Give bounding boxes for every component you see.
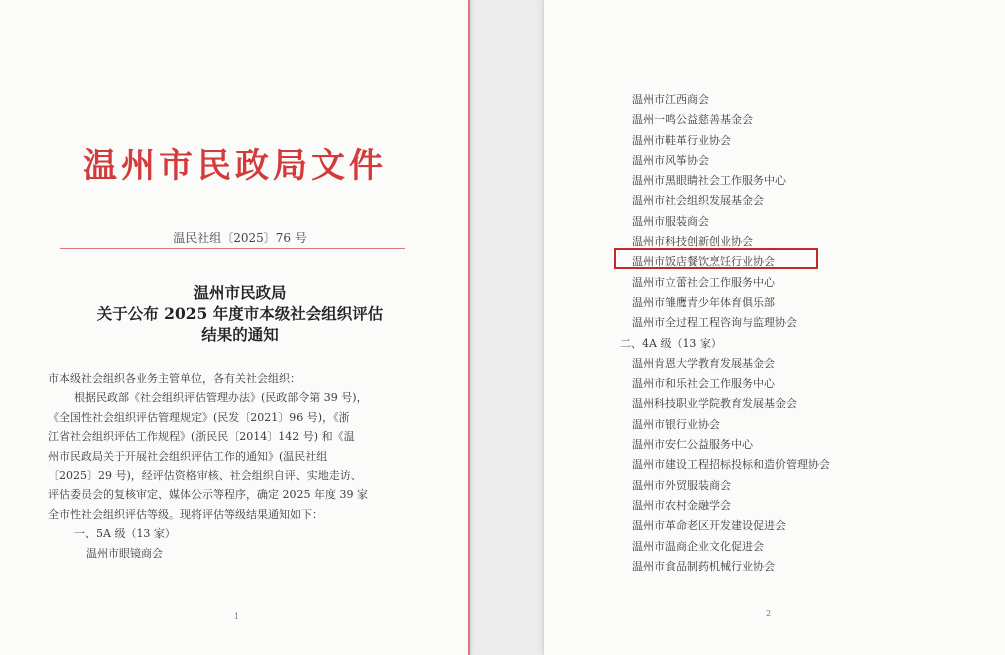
list-item: 温州市科技创新创业协会: [632, 235, 753, 249]
list-item: 温州市建设工程招标投标和造价管理协会: [632, 458, 830, 472]
page-number: 2: [766, 609, 772, 618]
paragraph-line: 江省社会组织评估工作规程》(浙民民〔2014〕142 号) 和《温: [48, 430, 355, 444]
list-item: 温州市立蕾社会工作服务中心: [632, 275, 775, 289]
list-item: 温州市农村金融学会: [632, 498, 731, 512]
list-item: 温州市银行业协会: [632, 417, 720, 431]
list-item: 温州市安仁公益服务中心: [632, 438, 753, 452]
list-item: 温州市和乐社会工作服务中心: [632, 377, 775, 391]
paragraph-line: 评估委员会的复核审定、媒体公示等程序，确定 2025 年度 39 家: [48, 488, 368, 502]
paragraph-line: 根据民政部《社会组织评估管理办法》(民政部令第 39 号)，: [74, 391, 368, 405]
section-heading-5a: 一、5A 级（13 家）: [74, 527, 176, 541]
organization-list: [620, 90, 972, 577]
red-divider-line: [60, 248, 405, 249]
list-item: 温州市黑眼睛社会工作服务中心: [632, 174, 786, 188]
paragraph-line: 《全国性社会组织评估管理规定》(民发〔2021〕96 号)，《浙: [48, 410, 350, 424]
book-gutter: [472, 0, 543, 655]
document-title: [40, 282, 440, 345]
paragraph-line: 〔2025〕29 号)，经评估资格审核、社会组织自评、实地走访、: [48, 468, 362, 482]
list-item: 温州市服装商会: [632, 214, 709, 228]
list-item: 温州市革命老区开发建设促进会: [632, 519, 786, 533]
salutation: 市本级社会组织各业务主管单位，各有关社会组织：: [48, 372, 301, 385]
list-item: 温州市食品制药机械行业协会: [632, 559, 775, 573]
list-item: 温州市鞋革行业协会: [632, 133, 731, 147]
list-item: 温州市外贸服装商会: [632, 478, 731, 492]
document-red-header: 温州市民政局文件: [83, 146, 387, 186]
list-item: 温州市风筝协会: [632, 153, 709, 167]
list-item: 温州一鸣公益慈善基金会: [632, 113, 753, 127]
list-item: 温州市雏鹰青少年体育俱乐部: [632, 295, 775, 309]
list-item: 温州肯恩大学教育发展基金会: [632, 356, 775, 370]
list-item: 温州市社会组织发展基金会: [632, 194, 764, 208]
paragraph-line: 全市性社会组织评估等级。现将评估等级结果通知如下：: [48, 507, 323, 521]
document-number: 温民社组〔2025〕76 号: [173, 231, 307, 245]
red-highlight-box: [614, 248, 818, 269]
page-number: 1: [234, 612, 240, 621]
document-body: [48, 369, 418, 563]
list-item: 温州科技职业学院教育发展基金会: [632, 397, 797, 411]
list-item-highlighted: 温州市饭店餐饮烹饪行业协会: [632, 255, 775, 269]
title-line: 温州市民政局: [193, 283, 287, 302]
list-item: 温州市眼镜商会: [86, 546, 163, 560]
title-line: 关于公布 2025 年度市本级社会组织评估: [96, 304, 384, 323]
list-item: 温州市全过程工程咨询与监理协会: [632, 316, 797, 330]
paragraph-line: 州市民政局关于开展社会组织评估工作的通知》(温民社组: [48, 449, 328, 463]
list-item: 温州市温商企业文化促进会: [632, 539, 764, 553]
list-item: 温州市江西商会: [632, 93, 709, 106]
section-heading-4a: 二、4A 级（13 家）: [620, 336, 722, 350]
title-line: 结果的通知: [201, 325, 279, 344]
document-page-1: [0, 0, 470, 655]
